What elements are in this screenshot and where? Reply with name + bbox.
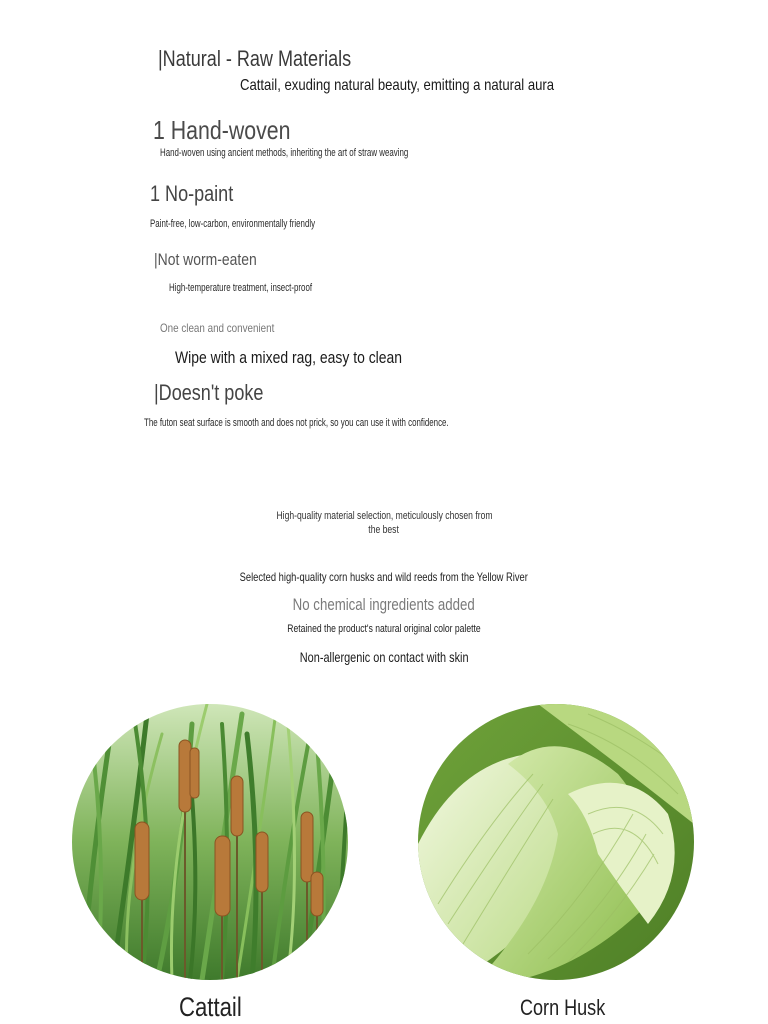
quality-line-6: Non-allergenic on contact with skin (299, 649, 469, 665)
raw-materials-subtitle: Cattail, exuding natural beauty, emitting a natural aura (240, 77, 555, 94)
quality-line-5: Retained the product's natural original color palette (287, 623, 481, 635)
doesnt-poke-title: |Doesn't poke (154, 380, 264, 405)
quality-line-1: High-quality material selection, meticulously chosen from (275, 510, 493, 522)
cattail-photo (72, 704, 348, 980)
quality-line-2: the best (368, 524, 400, 536)
quality-line-4: No chemical ingredients added (292, 595, 476, 614)
clean-title: One clean and convenient (160, 321, 275, 335)
hand-woven-subtitle: Hand-woven using ancient methods, inheriting the art of straw weaving (160, 147, 409, 159)
corn-husk-photo (418, 704, 694, 980)
raw-materials-title: |Natural - Raw Materials (158, 46, 352, 71)
cattail-caption: Cattail (179, 992, 242, 1022)
no-paint-subtitle: Paint-free, low-carbon, environmentally friendly (150, 218, 316, 230)
not-worm-eaten-title: |Not worm-eaten (154, 250, 257, 269)
quality-line-3: Selected high-quality corn husks and wild reeds from the Yellow River (239, 570, 529, 584)
doesnt-poke-subtitle: The futon seat surface is smooth and does not prick, so you can use it with confidence. (144, 417, 449, 429)
corn-husk-caption: Corn Husk (520, 995, 606, 1020)
hand-woven-title: 1 Hand-woven (153, 115, 291, 145)
no-paint-title: 1 No-paint (150, 181, 234, 206)
clean-subtitle: Wipe with a mixed rag, easy to clean (175, 348, 403, 367)
not-worm-eaten-subtitle: High-temperature treatment, insect-proof (169, 282, 313, 294)
